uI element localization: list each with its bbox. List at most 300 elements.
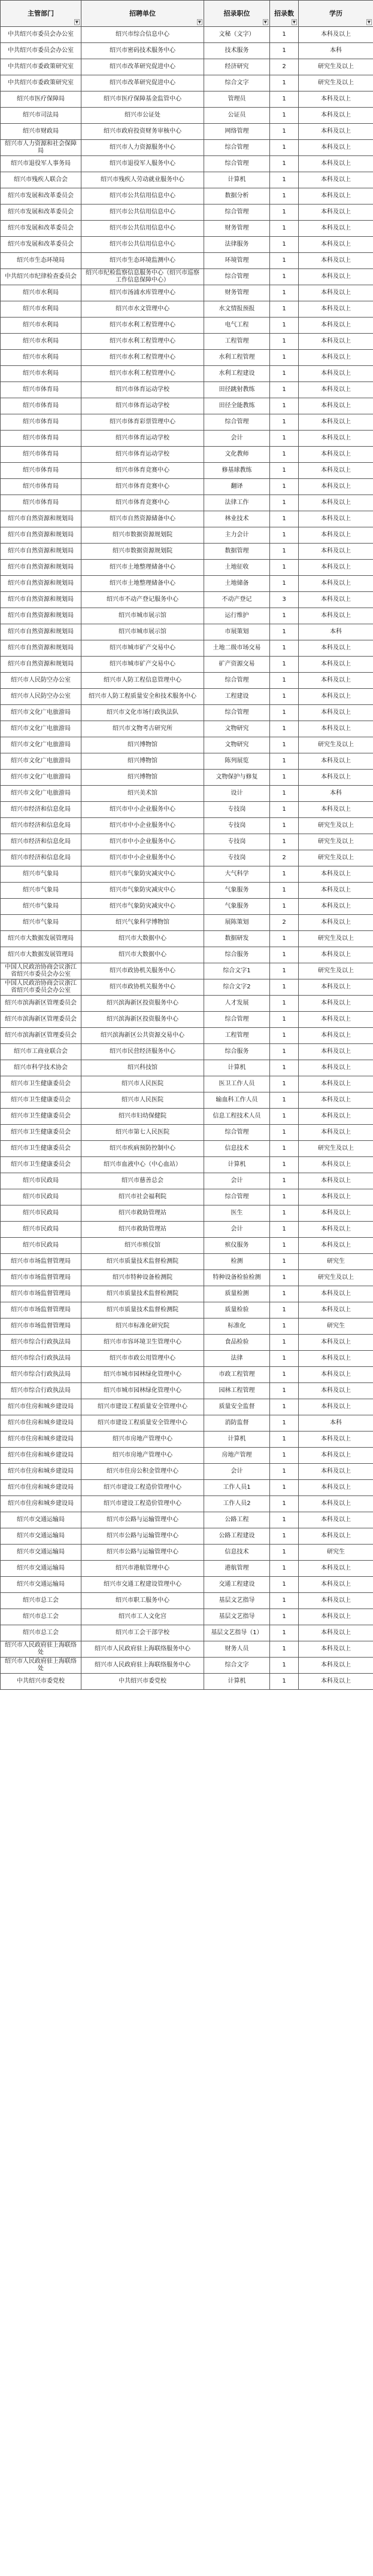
position-cell[interactable]: 综合管理	[204, 205, 270, 221]
department-cell[interactable]: 绍兴市市场监督管理局	[1, 1286, 81, 1302]
count-cell[interactable]: 1	[270, 1528, 299, 1545]
count-cell[interactable]: 1	[270, 91, 299, 108]
education-cell[interactable]: 本科及以上	[299, 1593, 373, 1609]
count-cell[interactable]: 1	[270, 576, 299, 592]
position-cell[interactable]: 消防监督	[204, 1415, 270, 1432]
employer-cell[interactable]: 绍兴市建设工程造价管理中心	[81, 1480, 204, 1496]
education-cell[interactable]: 本科及以上	[299, 1222, 373, 1238]
employer-cell[interactable]: 绍兴市汤浦水库管理中心	[81, 285, 204, 301]
education-cell[interactable]: 本科及以上	[299, 414, 373, 431]
department-cell[interactable]: 绍兴市滨海新区管理委员会	[1, 996, 81, 1012]
education-cell[interactable]: 本科及以上	[299, 576, 373, 592]
count-cell[interactable]: 1	[270, 269, 299, 285]
employer-cell[interactable]: 绍兴市职工服务中心	[81, 1593, 204, 1609]
department-cell[interactable]: 绍兴市自然资源和规划局	[1, 544, 81, 560]
header-employer[interactable]: 招聘单位 ▼	[81, 1, 204, 27]
department-cell[interactable]: 绍兴市大数据发展管理局	[1, 947, 81, 963]
count-cell[interactable]: 1	[270, 834, 299, 850]
count-cell[interactable]: 1	[270, 285, 299, 301]
position-cell[interactable]: 计算机	[204, 1157, 270, 1173]
education-cell[interactable]: 本科及以上	[299, 1448, 373, 1464]
position-cell[interactable]: 法律工作	[204, 495, 270, 511]
education-cell[interactable]: 本科及以上	[299, 511, 373, 527]
count-cell[interactable]: 1	[270, 673, 299, 689]
count-cell[interactable]: 1	[270, 544, 299, 560]
count-cell[interactable]: 1	[270, 237, 299, 253]
count-cell[interactable]: 1	[270, 1415, 299, 1432]
department-cell[interactable]: 绍兴市人民防空办公室	[1, 673, 81, 689]
employer-cell[interactable]: 绍兴市退役军人服务中心	[81, 156, 204, 172]
education-cell[interactable]: 研究生及以上	[299, 737, 373, 753]
position-cell[interactable]: 田径跳射教练	[204, 382, 270, 398]
count-cell[interactable]: 1	[270, 1318, 299, 1335]
count-cell[interactable]: 1	[270, 947, 299, 963]
position-cell[interactable]: 财务管理	[204, 221, 270, 237]
position-cell[interactable]: 房地产管理	[204, 1448, 270, 1464]
education-cell[interactable]: 本科	[299, 786, 373, 802]
department-cell[interactable]: 绍兴市交通运输局	[1, 1577, 81, 1593]
department-cell[interactable]: 绍兴市总工会	[1, 1593, 81, 1609]
department-cell[interactable]: 绍兴市水利局	[1, 334, 81, 350]
employer-cell[interactable]: 绍兴市城市园林绿化管理中心	[81, 1367, 204, 1383]
employer-cell[interactable]: 绍兴市住房公积金管理中心	[81, 1464, 204, 1480]
employer-cell[interactable]: 绍兴市工会干部学校	[81, 1625, 204, 1641]
department-cell[interactable]: 绍兴市文化广电旅游局	[1, 705, 81, 721]
employer-cell[interactable]: 绍兴市数据资源规划院	[81, 527, 204, 544]
employer-cell[interactable]: 绍兴市大数据中心	[81, 947, 204, 963]
count-cell[interactable]: 1	[270, 1561, 299, 1577]
count-cell[interactable]: 1	[270, 1432, 299, 1448]
department-cell[interactable]: 绍兴市市场监督管理局	[1, 1318, 81, 1335]
employer-cell[interactable]: 绍兴市房地产管理中心	[81, 1448, 204, 1464]
education-cell[interactable]: 本科及以上	[299, 705, 373, 721]
department-cell[interactable]: 绍兴市经济和信息化局	[1, 802, 81, 818]
education-cell[interactable]: 研究生	[299, 1545, 373, 1561]
employer-cell[interactable]: 绍兴市医疗保障基金监管中心	[81, 91, 204, 108]
education-cell[interactable]: 本科	[299, 43, 373, 59]
employer-cell[interactable]: 绍兴市城市矿产交易中心	[81, 657, 204, 673]
department-cell[interactable]: 绍兴市体育局	[1, 463, 81, 479]
department-cell[interactable]: 绍兴市综合行政执法局	[1, 1367, 81, 1383]
position-cell[interactable]: 计算机	[204, 1432, 270, 1448]
education-cell[interactable]: 研究生及以上	[299, 75, 373, 91]
count-cell[interactable]: 1	[270, 899, 299, 915]
position-cell[interactable]: 水利工程建设	[204, 366, 270, 382]
department-cell[interactable]: 绍兴市市场监督管理局	[1, 1302, 81, 1318]
department-cell[interactable]: 中国人民政治协商会议浙江省绍兴市委员会办公室	[1, 963, 81, 979]
employer-cell[interactable]: 绍兴市气象防灾减灾中心	[81, 866, 204, 883]
department-cell[interactable]: 绍兴市住房和城乡建设局	[1, 1448, 81, 1464]
position-cell[interactable]: 工程建设	[204, 689, 270, 705]
count-cell[interactable]: 1	[270, 1286, 299, 1302]
department-cell[interactable]: 绍兴市民政局	[1, 1205, 81, 1222]
education-cell[interactable]: 本科及以上	[299, 1351, 373, 1367]
education-cell[interactable]: 本科及以上	[299, 544, 373, 560]
employer-cell[interactable]: 绍兴博物馆	[81, 737, 204, 753]
count-cell[interactable]: 1	[270, 1545, 299, 1561]
count-cell[interactable]: 3	[270, 592, 299, 608]
department-cell[interactable]: 绍兴市文化广电旅游局	[1, 721, 81, 737]
position-cell[interactable]: 计算机	[204, 1060, 270, 1076]
department-cell[interactable]: 绍兴市发展和改革委员会	[1, 188, 81, 205]
department-cell[interactable]: 中共绍兴市委政策研究室	[1, 75, 81, 91]
count-cell[interactable]: 1	[270, 318, 299, 334]
position-cell[interactable]: 计算机	[204, 172, 270, 188]
department-cell[interactable]: 绍兴市体育局	[1, 479, 81, 495]
count-cell[interactable]: 1	[270, 1012, 299, 1028]
department-cell[interactable]: 中国人民政治协商会议浙江省绍兴市委员会办公室	[1, 979, 81, 996]
employer-cell[interactable]: 绍兴市标准化研究院	[81, 1318, 204, 1335]
header-department[interactable]: 主管部门 ▼	[1, 1, 81, 27]
header-position[interactable]: 招录职位 ▼	[204, 1, 270, 27]
department-cell[interactable]: 绍兴市经济和信息化局	[1, 850, 81, 866]
filter-dropdown-icon[interactable]: ▼	[75, 20, 78, 25]
education-cell[interactable]: 本科及以上	[299, 802, 373, 818]
count-cell[interactable]: 1	[270, 172, 299, 188]
position-cell[interactable]: 修基球教练	[204, 463, 270, 479]
count-cell[interactable]: 1	[270, 124, 299, 140]
education-cell[interactable]: 本科及以上	[299, 527, 373, 544]
employer-cell[interactable]: 绍兴市气象防灾减灾中心	[81, 899, 204, 915]
count-cell[interactable]: 1	[270, 931, 299, 947]
position-cell[interactable]: 数据研发	[204, 931, 270, 947]
employer-cell[interactable]: 绍兴市纪检监察信息服务中心（绍兴市巡察工作信息保障中心）	[81, 269, 204, 285]
education-cell[interactable]: 本科及以上	[299, 689, 373, 705]
employer-cell[interactable]: 绍兴市血液中心（中心血站）	[81, 1157, 204, 1173]
education-cell[interactable]: 本科及以上	[299, 1205, 373, 1222]
employer-cell[interactable]: 绍兴市质量技术监督检测院	[81, 1302, 204, 1318]
education-cell[interactable]: 本科及以上	[299, 495, 373, 511]
education-cell[interactable]: 本科及以上	[299, 1528, 373, 1545]
count-cell[interactable]: 1	[270, 511, 299, 527]
position-cell[interactable]: 综合管理	[204, 1189, 270, 1205]
position-cell[interactable]: 数据管理	[204, 544, 270, 560]
employer-cell[interactable]: 绍兴市改革研究促进中心	[81, 75, 204, 91]
employer-cell[interactable]: 绍兴市残疾人劳动就业服务中心	[81, 172, 204, 188]
department-cell[interactable]: 中共绍兴市委员会办公室	[1, 27, 81, 43]
position-cell[interactable]: 会计	[204, 1222, 270, 1238]
count-cell[interactable]: 1	[270, 689, 299, 705]
filter-dropdown-icon[interactable]: ▼	[367, 20, 371, 25]
employer-cell[interactable]: 绍兴市体育运动学校	[81, 398, 204, 414]
education-cell[interactable]: 本科及以上	[299, 1496, 373, 1512]
department-cell[interactable]: 绍兴市住房和城乡建设局	[1, 1399, 81, 1415]
department-cell[interactable]: 绍兴市卫生健康委员会	[1, 1109, 81, 1125]
position-cell[interactable]: 基层文艺指导	[204, 1593, 270, 1609]
education-cell[interactable]: 本科及以上	[299, 27, 373, 43]
count-cell[interactable]: 1	[270, 657, 299, 673]
count-cell[interactable]: 1	[270, 366, 299, 382]
count-cell[interactable]: 2	[270, 850, 299, 866]
position-cell[interactable]: 工作人员1	[204, 1480, 270, 1496]
education-cell[interactable]: 本科及以上	[299, 366, 373, 382]
count-cell[interactable]: 1	[270, 1044, 299, 1060]
department-cell[interactable]: 绍兴市文化广电旅游局	[1, 753, 81, 770]
employer-cell[interactable]: 绍兴市公路与运输管理中心	[81, 1545, 204, 1561]
department-cell[interactable]: 绍兴市发展和改革委员会	[1, 221, 81, 237]
education-cell[interactable]: 研究生	[299, 1318, 373, 1335]
employer-cell[interactable]: 绍兴市救助管理站	[81, 1205, 204, 1222]
position-cell[interactable]: 土地二级市场交易	[204, 640, 270, 657]
department-cell[interactable]: 绍兴市医疗保障局	[1, 91, 81, 108]
employer-cell[interactable]: 绍兴市土地整理储备中心	[81, 576, 204, 592]
education-cell[interactable]: 研究生及以上	[299, 1141, 373, 1157]
employer-cell[interactable]: 绍兴市中小企业服务中心	[81, 850, 204, 866]
count-cell[interactable]: 1	[270, 398, 299, 414]
count-cell[interactable]: 1	[270, 75, 299, 91]
position-cell[interactable]: 公路工程	[204, 1512, 270, 1528]
employer-cell[interactable]: 绍兴市综合信息中心	[81, 27, 204, 43]
employer-cell[interactable]: 绍兴市改革研究促进中心	[81, 59, 204, 75]
education-cell[interactable]: 研究生及以上	[299, 834, 373, 850]
employer-cell[interactable]: 绍兴市体育竞赛中心	[81, 463, 204, 479]
employer-cell[interactable]: 绍兴市体育竞赛中心	[81, 479, 204, 495]
department-cell[interactable]: 绍兴市气象局	[1, 899, 81, 915]
education-cell[interactable]: 本科及以上	[299, 1286, 373, 1302]
employer-cell[interactable]: 绍兴市城市展示馆	[81, 624, 204, 640]
employer-cell[interactable]: 绍兴市人力资源服务中心	[81, 140, 204, 156]
education-cell[interactable]: 本科及以上	[299, 318, 373, 334]
education-cell[interactable]: 研究生及以上	[299, 850, 373, 866]
count-cell[interactable]: 1	[270, 1238, 299, 1254]
count-cell[interactable]: 1	[270, 1076, 299, 1092]
count-cell[interactable]: 2	[270, 915, 299, 931]
employer-cell[interactable]: 绍兴市城市展示馆	[81, 608, 204, 624]
department-cell[interactable]: 绍兴市体育局	[1, 382, 81, 398]
department-cell[interactable]: 绍兴市气象局	[1, 883, 81, 899]
employer-cell[interactable]: 绍兴市生态环境监测中心	[81, 253, 204, 269]
position-cell[interactable]: 工程管理	[204, 334, 270, 350]
employer-cell[interactable]: 绍兴市救助管理站	[81, 1222, 204, 1238]
position-cell[interactable]: 质量检测	[204, 1286, 270, 1302]
count-cell[interactable]: 1	[270, 996, 299, 1012]
education-cell[interactable]: 本科及以上	[299, 1125, 373, 1141]
position-cell[interactable]: 法律服务	[204, 237, 270, 253]
count-cell[interactable]: 1	[270, 1092, 299, 1109]
employer-cell[interactable]: 绍兴市水利工程管理中心	[81, 318, 204, 334]
department-cell[interactable]: 绍兴市卫生健康委员会	[1, 1092, 81, 1109]
department-cell[interactable]: 绍兴市水利局	[1, 285, 81, 301]
position-cell[interactable]: 主力会计	[204, 527, 270, 544]
employer-cell[interactable]: 绍兴市殡仪馆	[81, 1238, 204, 1254]
education-cell[interactable]: 本科及以上	[299, 1399, 373, 1415]
department-cell[interactable]: 绍兴市经济和信息化局	[1, 818, 81, 834]
employer-cell[interactable]: 绍兴市政协机关服务中心	[81, 963, 204, 979]
employer-cell[interactable]: 绍兴市工人文化宫	[81, 1609, 204, 1625]
count-cell[interactable]: 1	[270, 447, 299, 463]
education-cell[interactable]: 本科及以上	[299, 1238, 373, 1254]
department-cell[interactable]: 绍兴市总工会	[1, 1625, 81, 1641]
employer-cell[interactable]: 绍兴市人防工程质量安全和技术服务中心	[81, 689, 204, 705]
employer-cell[interactable]: 绍兴美术馆	[81, 786, 204, 802]
position-cell[interactable]: 翻译	[204, 479, 270, 495]
position-cell[interactable]: 综合文字	[204, 1658, 270, 1674]
employer-cell[interactable]: 绍兴市慈善总会	[81, 1173, 204, 1189]
education-cell[interactable]: 本科及以上	[299, 560, 373, 576]
education-cell[interactable]: 本科及以上	[299, 1561, 373, 1577]
department-cell[interactable]: 绍兴市自然资源和规划局	[1, 608, 81, 624]
count-cell[interactable]: 1	[270, 979, 299, 996]
education-cell[interactable]: 研究生及以上	[299, 1270, 373, 1286]
employer-cell[interactable]: 绍兴市自然资源储备中心	[81, 511, 204, 527]
count-cell[interactable]: 1	[270, 1383, 299, 1399]
department-cell[interactable]: 绍兴市工商业联合会	[1, 1044, 81, 1060]
department-cell[interactable]: 绍兴市体育局	[1, 398, 81, 414]
education-cell[interactable]: 本科及以上	[299, 640, 373, 657]
employer-cell[interactable]: 绍兴市质量技术监督检测院	[81, 1254, 204, 1270]
position-cell[interactable]: 文化教师	[204, 447, 270, 463]
employer-cell[interactable]: 绍兴市公路与运输管理中心	[81, 1528, 204, 1545]
count-cell[interactable]: 1	[270, 640, 299, 657]
education-cell[interactable]: 研究生	[299, 1254, 373, 1270]
count-cell[interactable]: 1	[270, 140, 299, 156]
count-cell[interactable]: 1	[270, 624, 299, 640]
count-cell[interactable]: 1	[270, 1222, 299, 1238]
employer-cell[interactable]: 绍兴市气象防灾减灾中心	[81, 883, 204, 899]
education-cell[interactable]: 本科及以上	[299, 721, 373, 737]
employer-cell[interactable]: 绍兴市公路与运输管理中心	[81, 1512, 204, 1528]
department-cell[interactable]: 绍兴市退役军人事务局	[1, 156, 81, 172]
education-cell[interactable]: 本科及以上	[299, 221, 373, 237]
count-cell[interactable]: 1	[270, 1060, 299, 1076]
employer-cell[interactable]: 绍兴市人民医院	[81, 1076, 204, 1092]
education-cell[interactable]: 本科及以上	[299, 205, 373, 221]
employer-cell[interactable]: 绍兴市水利工程管理中心	[81, 334, 204, 350]
employer-cell[interactable]: 绍兴滨海新区投资服务中心	[81, 996, 204, 1012]
department-cell[interactable]: 绍兴市综合行政执法局	[1, 1383, 81, 1399]
count-cell[interactable]: 1	[270, 27, 299, 43]
position-cell[interactable]: 基层文艺指导	[204, 1609, 270, 1625]
department-cell[interactable]: 绍兴市水利局	[1, 301, 81, 318]
education-cell[interactable]: 本科及以上	[299, 1157, 373, 1173]
position-cell[interactable]: 网络管理	[204, 124, 270, 140]
count-cell[interactable]: 1	[270, 1577, 299, 1593]
education-cell[interactable]: 本科及以上	[299, 899, 373, 915]
department-cell[interactable]: 绍兴市水利局	[1, 366, 81, 382]
employer-cell[interactable]: 绍兴市人防工程信息管理中心	[81, 673, 204, 689]
department-cell[interactable]: 绍兴市交通运输局	[1, 1545, 81, 1561]
department-cell[interactable]: 绍兴市体育局	[1, 495, 81, 511]
employer-cell[interactable]: 绍兴市建设工程质量安全管理中心	[81, 1415, 204, 1432]
position-cell[interactable]: 综合管理	[204, 156, 270, 172]
education-cell[interactable]: 本科及以上	[299, 91, 373, 108]
count-cell[interactable]: 1	[270, 1125, 299, 1141]
employer-cell[interactable]: 绍兴市第七人民医院	[81, 1125, 204, 1141]
filter-dropdown-icon[interactable]: ▼	[263, 20, 267, 25]
count-cell[interactable]: 1	[270, 786, 299, 802]
education-cell[interactable]: 本科及以上	[299, 1464, 373, 1480]
department-cell[interactable]: 绍兴市自然资源和规划局	[1, 657, 81, 673]
department-cell[interactable]: 绍兴市发展和改革委员会	[1, 205, 81, 221]
employer-cell[interactable]: 绍兴市社会福利院	[81, 1189, 204, 1205]
education-cell[interactable]: 本科及以上	[299, 285, 373, 301]
education-cell[interactable]: 本科及以上	[299, 1480, 373, 1496]
education-cell[interactable]: 本科及以上	[299, 172, 373, 188]
position-cell[interactable]: 水利工程管理	[204, 350, 270, 366]
education-cell[interactable]: 本科及以上	[299, 1092, 373, 1109]
position-cell[interactable]: 土地征收	[204, 560, 270, 576]
education-cell[interactable]: 本科及以上	[299, 1028, 373, 1044]
position-cell[interactable]: 综合管理	[204, 140, 270, 156]
education-cell[interactable]: 本科及以上	[299, 753, 373, 770]
department-cell[interactable]: 绍兴市自然资源和规划局	[1, 560, 81, 576]
employer-cell[interactable]: 绍兴市质量技术监督检测院	[81, 1286, 204, 1302]
department-cell[interactable]: 中共绍兴市委员会办公室	[1, 43, 81, 59]
employer-cell[interactable]: 绍兴市人民政府驻上海联络服务中心	[81, 1641, 204, 1658]
position-cell[interactable]: 陈列展览	[204, 753, 270, 770]
department-cell[interactable]: 中共绍兴市委党校	[1, 1674, 81, 1690]
employer-cell[interactable]: 绍兴滨海新区公共资源交易中心	[81, 1028, 204, 1044]
education-cell[interactable]: 本科及以上	[299, 1060, 373, 1076]
position-cell[interactable]: 综合管理	[204, 1012, 270, 1028]
education-cell[interactable]: 本科及以上	[299, 608, 373, 624]
count-cell[interactable]: 1	[270, 1335, 299, 1351]
count-cell[interactable]: 1	[270, 479, 299, 495]
position-cell[interactable]: 综合服务	[204, 947, 270, 963]
education-cell[interactable]: 本科及以上	[299, 108, 373, 124]
department-cell[interactable]: 绍兴市卫生健康委员会	[1, 1157, 81, 1173]
position-cell[interactable]: 工程管理	[204, 1028, 270, 1044]
department-cell[interactable]: 绍兴市文化广电旅游局	[1, 770, 81, 786]
count-cell[interactable]: 1	[270, 608, 299, 624]
department-cell[interactable]: 绍兴市自然资源和规划局	[1, 640, 81, 657]
position-cell[interactable]: 市展策划	[204, 624, 270, 640]
education-cell[interactable]: 本科及以上	[299, 1173, 373, 1189]
count-cell[interactable]: 1	[270, 1028, 299, 1044]
department-cell[interactable]: 绍兴市气象局	[1, 915, 81, 931]
employer-cell[interactable]: 绍兴市城市园林绿化管理中心	[81, 1383, 204, 1399]
department-cell[interactable]: 绍兴市住房和城乡建设局	[1, 1415, 81, 1432]
position-cell[interactable]: 文物研究	[204, 737, 270, 753]
education-cell[interactable]: 本科及以上	[299, 156, 373, 172]
employer-cell[interactable]: 绍兴市城市矿产交易中心	[81, 640, 204, 657]
count-cell[interactable]: 1	[270, 431, 299, 447]
count-cell[interactable]: 1	[270, 1302, 299, 1318]
count-cell[interactable]: 1	[270, 737, 299, 753]
count-cell[interactable]: 1	[270, 721, 299, 737]
employer-cell[interactable]: 绍兴市人民政府驻上海联络服务中心	[81, 1658, 204, 1674]
position-cell[interactable]: 田径全能教练	[204, 398, 270, 414]
count-cell[interactable]: 1	[270, 463, 299, 479]
position-cell[interactable]: 会计	[204, 1173, 270, 1189]
position-cell[interactable]: 市政工程管理	[204, 1367, 270, 1383]
position-cell[interactable]: 电气工程	[204, 318, 270, 334]
count-cell[interactable]: 1	[270, 818, 299, 834]
employer-cell[interactable]: 绍兴市公共信用信息中心	[81, 188, 204, 205]
position-cell[interactable]: 水文情报预报	[204, 301, 270, 318]
position-cell[interactable]: 经济研究	[204, 59, 270, 75]
education-cell[interactable]: 本科及以上	[299, 979, 373, 996]
employer-cell[interactable]: 绍兴博物馆	[81, 770, 204, 786]
position-cell[interactable]: 信息技术	[204, 1141, 270, 1157]
header-count[interactable]: 招录数 ▼	[270, 1, 299, 27]
header-education[interactable]: 学历 ▼	[299, 1, 373, 27]
position-cell[interactable]: 人才发展	[204, 996, 270, 1012]
position-cell[interactable]: 专技岗	[204, 802, 270, 818]
employer-cell[interactable]: 绍兴市不动产登记服务中心	[81, 592, 204, 608]
department-cell[interactable]: 绍兴市交通运输局	[1, 1512, 81, 1528]
education-cell[interactable]: 本科及以上	[299, 1335, 373, 1351]
department-cell[interactable]: 绍兴市住房和城乡建设局	[1, 1480, 81, 1496]
department-cell[interactable]: 绍兴市自然资源和规划局	[1, 576, 81, 592]
count-cell[interactable]: 1	[270, 156, 299, 172]
count-cell[interactable]: 1	[270, 1448, 299, 1464]
education-cell[interactable]: 本科及以上	[299, 996, 373, 1012]
count-cell[interactable]: 1	[270, 1109, 299, 1125]
department-cell[interactable]: 绍兴市体育局	[1, 414, 81, 431]
department-cell[interactable]: 绍兴市发展和改革委员会	[1, 237, 81, 253]
education-cell[interactable]: 本科及以上	[299, 915, 373, 931]
